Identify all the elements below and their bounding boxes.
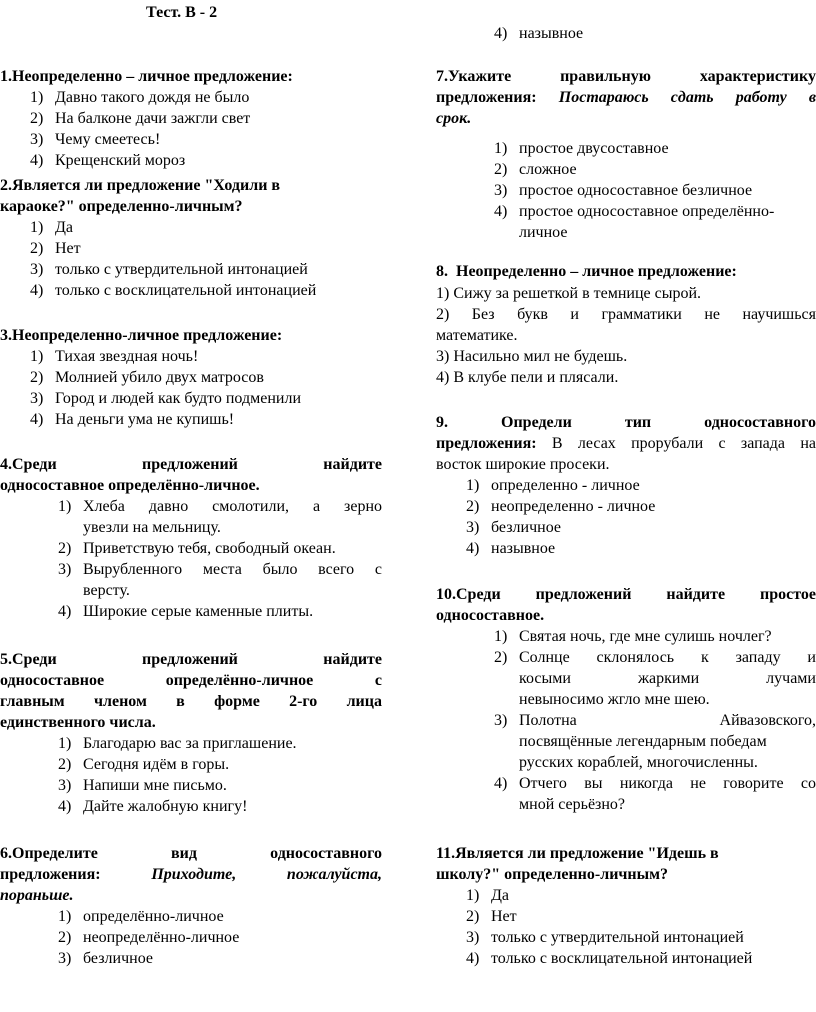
answer-option[interactable]: 3) Чему смеетесь! — [30, 131, 161, 148]
answer-option[interactable]: 2) На балконе дачи зажгли свет — [30, 110, 251, 127]
answer-option[interactable]: 4) Дайте жалобную книгу! — [58, 798, 248, 815]
answer-option[interactable]: 4) На деньги ума не купишь! — [30, 411, 235, 428]
answer-option[interactable]: 3) Вырубленного места было всего с версту. — [58, 561, 382, 599]
question-1 — [0, 66, 382, 171]
question-11-heading: 11.Является ли предложение "Идешь в школу?" определенно-личным? — [436, 845, 719, 883]
question-4-heading: 4.Среди предложений найдите односоставное определённо-личное. — [0, 456, 382, 494]
question-2 — [0, 175, 382, 301]
question-7-heading: 7.Укажите правильную характеристику предложения: Постараюсь сдать работу в срок. — [436, 68, 816, 127]
answer-option[interactable]: 3) безличное — [58, 950, 153, 967]
question-4 — [0, 454, 382, 622]
answer-option[interactable]: 1) определенно - личное — [466, 477, 640, 494]
question-11 — [436, 843, 816, 969]
question-6-heading: 6.Определите вид односоставного предложения: Приходите, пожалуйста, пораньше. — [0, 845, 382, 904]
test-title: Тест. В - 2 — [146, 4, 218, 21]
answer-option[interactable]: 1) Благодарю вас за приглашение. — [58, 735, 297, 752]
answer-option[interactable]: 1) Да — [466, 887, 510, 904]
answer-option[interactable]: 3) Город и людей как будто подменили — [30, 390, 302, 407]
answer-option[interactable]: 2) Солнце склонялось к западу и косыми жаркими лучами невыносимо жгло мне шею. — [494, 649, 816, 708]
answer-option[interactable]: 4) только с восклицательной интонацией — [466, 950, 753, 967]
answer-option[interactable]: 4) только с восклицательной интонацией — [30, 282, 317, 299]
answer-option[interactable]: 3) простое односоставное безличное — [494, 182, 753, 199]
question-6-continued — [494, 23, 816, 44]
answer-option[interactable]: 2) Сегодня идём в горы. — [58, 756, 230, 773]
question-3 — [0, 325, 382, 430]
answer-option[interactable]: 1) Святая ночь, где мне сулишь ночлег? — [494, 628, 772, 645]
question-9 — [436, 412, 816, 559]
answer-option[interactable]: 3) только с утвердительной интонацией — [30, 261, 308, 278]
question-8-heading: 8. Неопределенно – личное предложение: — [436, 263, 737, 280]
answer-option[interactable]: 1) простое двусоставное — [494, 140, 669, 157]
answer-option[interactable]: 2) Молнией убило двух матросов — [30, 369, 264, 386]
answer-option[interactable]: 2) неопределённо-личное — [58, 929, 240, 946]
question-3-heading: 3.Неопределенно-личное предложение: — [0, 327, 283, 344]
answer-option[interactable]: 3) Полотна Айвазовского, посвящённые легендарным победам русских кораблей, многочисленны. — [494, 712, 816, 771]
answer-option[interactable]: 4) назывное — [494, 25, 584, 42]
question-10 — [436, 584, 816, 815]
answer-option[interactable]: 3) безличное — [466, 519, 561, 536]
answer-option[interactable]: 4) Крещенский мороз — [30, 152, 186, 169]
question-7 — [436, 66, 816, 243]
answer-option[interactable]: 2) Нет — [30, 240, 81, 257]
answer-option[interactable]: 2) сложное — [494, 161, 577, 178]
question-5-heading: 5.Среди предложений найдите односоставное определённо-личное с главным членом в форме 2-го лица единственного числа. — [0, 651, 382, 731]
question-9-heading: 9. Определи тип односоставного предложения: В лесах прорубали с запада на восток широкие просеки. — [436, 414, 816, 473]
answer-option[interactable]: 3) Напиши мне письмо. — [58, 777, 227, 794]
answer-option[interactable]: 2) Приветствую тебя, свободный океан. — [58, 540, 336, 557]
answer-option[interactable]: 1) Тихая звездная ночь! — [30, 348, 199, 365]
answer-option[interactable]: 1) Хлеба давно смолотили, а зерно увезли на мельницу. — [58, 498, 382, 536]
question-5 — [0, 649, 382, 817]
question-2-heading: 2.Является ли предложение "Ходили в караоке?" определенно-личным? — [0, 177, 281, 215]
answer-option[interactable]: 4) назывное — [466, 540, 556, 557]
answer-option[interactable]: 1) Давно такого дождя не было — [30, 89, 250, 106]
answer-option[interactable]: 3) только с утвердительной интонацией — [466, 929, 744, 946]
answer-option[interactable]: 4) В клубе пели и плясали. — [436, 369, 619, 386]
answer-option[interactable]: 1) Да — [30, 219, 74, 236]
question-10-heading: 10.Среди предложений найдите простое односоставное. — [436, 586, 816, 624]
answer-option[interactable]: 3) Насильно мил не будешь. — [436, 348, 628, 365]
answer-option[interactable]: 2) неопределенно - личное — [466, 498, 656, 515]
question-8 — [436, 261, 816, 388]
answer-option[interactable]: 2) Нет — [466, 908, 517, 925]
answer-option[interactable]: 4) Широкие серые каменные плиты. — [58, 603, 314, 620]
question-1-heading: 1.Неопределенно – личное предложение: — [0, 68, 293, 85]
question-6 — [0, 843, 382, 969]
answer-option[interactable]: 2) Без букв и грамматики не научишься математике. — [436, 306, 816, 344]
answer-option[interactable]: 1) определённо-личное — [58, 908, 224, 925]
answer-option[interactable]: 1) Сижу за решеткой в темнице сырой. — [436, 285, 702, 302]
answer-option[interactable]: 4) простое односоставное определённо- личное — [494, 203, 775, 241]
answer-option[interactable]: 4) Отчего вы никогда не говорите со мной серьёзно? — [494, 775, 816, 813]
